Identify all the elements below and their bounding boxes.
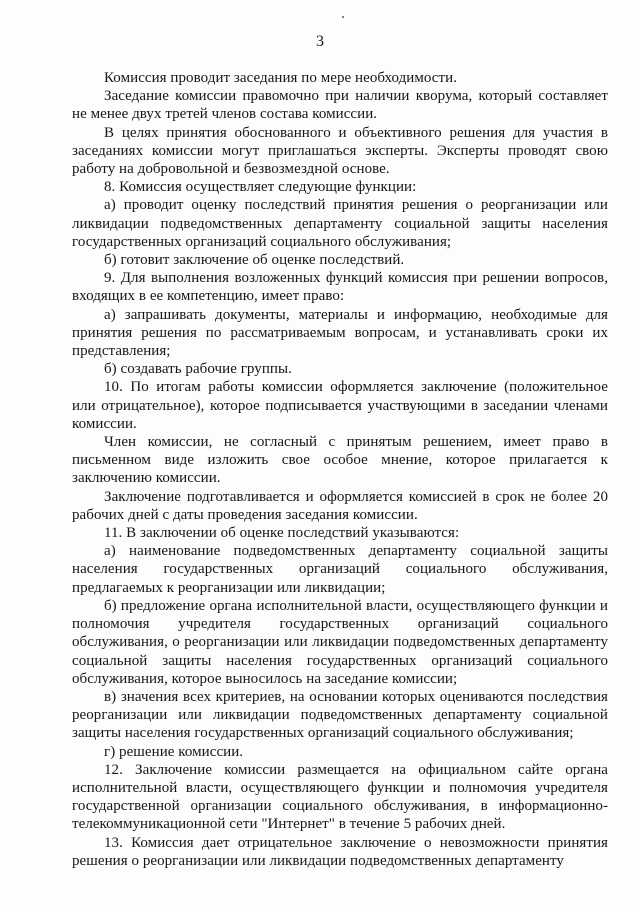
paragraph: 13. Комиссия дает отрицательное заключение о невозможности принятия решения о реорганизации или ликвидации подведомственных департаменту xyxy=(72,834,608,869)
paragraph: Комиссия проводит заседания по мере необходимости. xyxy=(104,70,457,86)
scan-speck xyxy=(342,16,344,18)
paragraph: 9. Для выполнения возложенных функций комиссия при решении вопросов, входящих в ее компетенцию, имеет право: xyxy=(72,270,608,305)
paragraph: Заседание комиссии правомочно при наличии кворума, который составляет не менее двух третей членов состава комиссии. xyxy=(72,88,608,123)
paragraph: а) проводит оценку последствий принятия решения о реорганизации или ликвидации подведомственных департаменту социальной защиты населения государственных организаций социального обслуживания; xyxy=(72,197,608,250)
paragraph: а) запрашивать документы, материалы и информацию, необходимые для принятия решения по рассматриваемым вопросам, и устанавливать сроки их представления; xyxy=(72,306,608,360)
paragraph: 11. В заключении об оценке последствий указываются: xyxy=(104,525,460,542)
paragraph: 10. По итогам работы комиссии оформляется заключение (положительное или отрицательное), которое подписывается участвующими в заседании членами комиссии. xyxy=(72,379,608,432)
paragraph: а) наименование подведомственных департаменту социальной защиты населения государственных организаций социального обслуживания, предлагаемых к реорганизации или ликвидации; xyxy=(72,543,608,596)
page-number: 3 xyxy=(316,33,324,50)
paragraph: 12. Заключение комиссии размещается на официальном сайте органа исполнительной власти, осуществляющего функции и полномочия учредителя государственной организации социального обслуживания, в информационно-телекоммуникационной сети "Интернет" в течение 5 рабочих дней. xyxy=(72,761,608,833)
paragraph: б) предложение органа исполнительной власти, осуществляющего функции и полномочия учредителя государственных организаций социального обслуживания, о реорганизации или ликвидации подведомственных департаменту социальной защиты населения государственных организаций социального обслуживания, которое выносилось на заседание комиссии; xyxy=(72,597,608,687)
paragraph: г) решение комиссии. xyxy=(104,743,244,760)
paragraph: 8. Комиссия осуществляет следующие функции: xyxy=(104,179,417,196)
paragraph: б) создавать рабочие группы. xyxy=(104,361,292,378)
document-body xyxy=(72,69,608,870)
paragraph: В целях принятия обоснованного и объективного решения для участия в заседаниях комиссии могут приглашаться эксперты. Эксперты проводят свою работу на добровольной и безвозмездной основе. xyxy=(72,124,608,178)
paragraph: Член комиссии, не согласный с принятым решением, имеет право в письменном виде изложить свое особое мнение, которое прилагается к заключению комиссии. xyxy=(72,434,608,487)
paragraph: в) значения всех критериев, на основании которых оцениваются последствия реорганизации или ликвидации подведомственных департаменту социальной защиты населения государственных организаций социального обслуживания; xyxy=(72,688,608,742)
paragraph: б) готовит заключение об оценке последствий. xyxy=(104,252,405,269)
paragraph: Заключение подготавливается и оформляется комиссией в срок не более 20 рабочих дней с даты проведения заседания комиссии. xyxy=(72,488,608,523)
